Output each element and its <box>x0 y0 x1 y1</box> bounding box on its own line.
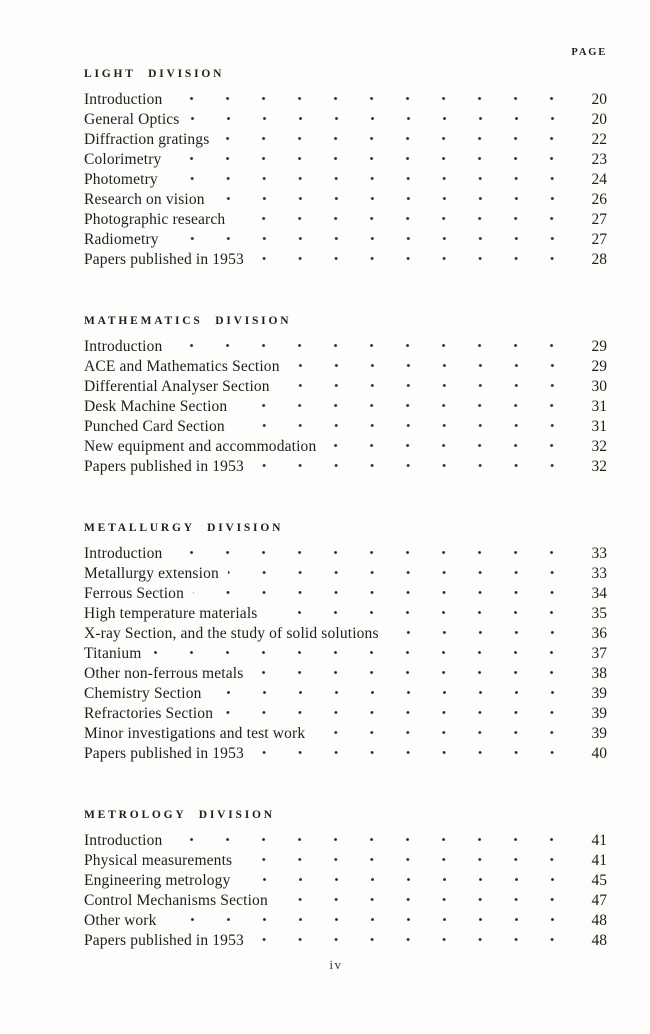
toc-entry-page-number: 36 <box>591 625 607 642</box>
toc-entry-page-number: 20 <box>591 91 607 108</box>
dot-leader <box>189 110 578 130</box>
toc-row <box>84 437 607 457</box>
toc-entry-label: Radiometry <box>84 231 159 248</box>
dot-leader <box>266 604 577 624</box>
toc-row <box>84 417 607 437</box>
toc-entry-page-number: 29 <box>591 358 607 375</box>
dot-leader <box>167 170 577 190</box>
toc-entry-label: Refractories Section <box>84 705 214 722</box>
toc-entry-page-number: 33 <box>591 565 607 582</box>
toc-entry-page-number: 34 <box>591 585 607 602</box>
toc-row <box>84 357 607 377</box>
dot-leader <box>234 210 577 230</box>
toc-section <box>84 809 607 951</box>
toc-entry-label: Papers published in 1953 <box>84 745 244 762</box>
toc-entry-page-number: 45 <box>591 872 607 889</box>
toc-entry-label: High temperature materials <box>84 605 258 622</box>
section-title: METALLURGY DIVISION <box>84 522 284 534</box>
toc-row <box>84 891 607 911</box>
toc-entry-label: X-ray Section, and the study of solid solutions <box>84 625 379 642</box>
toc-entry-page-number: 39 <box>591 685 607 702</box>
toc-entry-label: Other work <box>84 912 157 929</box>
toc-entry-page-number: 30 <box>591 378 607 395</box>
toc-entry-page-number: 48 <box>591 932 607 949</box>
toc-row <box>84 210 607 230</box>
toc-entry-page-number: 41 <box>591 832 607 849</box>
folio-page-number: iv <box>329 957 343 972</box>
dot-leader <box>241 851 577 871</box>
toc-entry-label: Minor investigations and test work <box>84 725 306 742</box>
toc-entry-page-number: 27 <box>591 211 607 228</box>
toc-entry-label: Chemistry Section <box>84 685 202 702</box>
section-entries <box>84 337 607 477</box>
toc-entry-page-number: 38 <box>591 665 607 682</box>
toc-entry-label: Papers published in 1953 <box>84 932 244 949</box>
dot-leader <box>388 624 577 644</box>
toc-entry-page-number: 31 <box>591 418 607 435</box>
toc-entry-label: General Optics <box>84 111 180 128</box>
toc-entry-label: Papers published in 1953 <box>84 458 244 475</box>
dot-leader <box>214 190 577 210</box>
toc-section <box>84 522 607 764</box>
section-entries <box>84 90 607 270</box>
toc-row <box>84 190 607 210</box>
toc-row <box>84 337 607 357</box>
toc-row <box>84 230 607 250</box>
toc-entry-label: Titanium <box>84 645 142 662</box>
page-column-header: PAGE <box>571 47 607 58</box>
toc-entry-label: ACE and Mathematics Section <box>84 358 280 375</box>
toc-entry-page-number: 27 <box>591 231 607 248</box>
toc-entry-page-number: 28 <box>591 251 607 268</box>
toc-row <box>84 130 607 150</box>
toc-entry-page-number: 41 <box>591 852 607 869</box>
toc-entry-page-number: 37 <box>591 645 607 662</box>
dot-leader <box>253 250 577 270</box>
toc-row <box>84 397 607 417</box>
toc-entry-page-number: 35 <box>591 605 607 622</box>
toc-entry-label: Photometry <box>84 171 158 188</box>
toc-entry-page-number: 39 <box>591 705 607 722</box>
dot-leader <box>289 357 577 377</box>
dot-leader <box>279 377 577 397</box>
toc-entry-label: Punched Card Section <box>84 418 225 435</box>
dot-leader <box>211 684 578 704</box>
toc-row <box>84 911 607 931</box>
toc-row <box>84 377 607 397</box>
section-title: MATHEMATICS DIVISION <box>84 315 292 327</box>
toc-row <box>84 644 607 664</box>
section-title: LIGHT DIVISION <box>84 68 225 80</box>
toc-row <box>84 250 607 270</box>
toc-row <box>84 110 607 130</box>
toc-row <box>84 871 607 891</box>
toc-row <box>84 724 607 744</box>
toc-entry-label: Photographic research <box>84 211 226 228</box>
toc-entry-page-number: 24 <box>591 171 607 188</box>
toc-entry-page-number: 47 <box>591 892 607 909</box>
toc-entry-label: Desk Machine Section <box>84 398 228 415</box>
dot-leader <box>252 664 577 684</box>
dot-leader <box>234 417 577 437</box>
dot-leader <box>168 230 577 250</box>
toc-entry-page-number: 26 <box>591 191 607 208</box>
toc-entry-label: New equipment and accommodation <box>84 438 317 455</box>
toc-row <box>84 584 607 604</box>
toc-row <box>84 831 607 851</box>
toc-row <box>84 457 607 477</box>
dot-leader <box>171 90 577 110</box>
toc-row <box>84 744 607 764</box>
toc-row <box>84 704 607 724</box>
toc-row <box>84 931 607 951</box>
section-title: METROLOGY DIVISION <box>84 809 275 821</box>
toc-row <box>84 851 607 871</box>
table-of-contents <box>84 68 607 951</box>
toc-entry-label: Engineering metrology <box>84 872 231 889</box>
toc-entry-label: Differential Analyser Section <box>84 378 270 395</box>
toc-entry-page-number: 29 <box>591 338 607 355</box>
toc-entry-page-number: 22 <box>591 131 607 148</box>
dot-leader <box>171 337 577 357</box>
toc-entry-page-number: 40 <box>591 745 607 762</box>
dot-leader <box>325 437 577 457</box>
dot-leader <box>171 544 577 564</box>
dot-leader <box>253 457 577 477</box>
dot-leader <box>171 831 577 851</box>
toc-entry-label: Metallurgy extension <box>84 565 219 582</box>
toc-entry-label: Introduction <box>84 832 163 849</box>
dot-leader <box>277 891 577 911</box>
toc-entry-page-number: 32 <box>591 458 607 475</box>
section-entries <box>84 831 607 951</box>
toc-entry-page-number: 31 <box>591 398 607 415</box>
toc-row <box>84 664 607 684</box>
toc-entry-label: Other non-ferrous metals <box>84 665 244 682</box>
toc-row <box>84 564 607 584</box>
toc-entry-page-number: 39 <box>591 725 607 742</box>
dot-leader <box>228 564 577 584</box>
toc-entry-page-number: 32 <box>591 438 607 455</box>
toc-entry-label: Ferrous Section <box>84 585 184 602</box>
dot-leader <box>218 130 577 150</box>
toc-entry-page-number: 20 <box>591 111 607 128</box>
toc-row <box>84 170 607 190</box>
dot-leader <box>253 744 577 764</box>
dot-leader <box>193 584 577 604</box>
toc-entry-label: Research on vision <box>84 191 205 208</box>
toc-row <box>84 150 607 170</box>
toc-section <box>84 315 607 477</box>
dot-leader <box>236 397 577 417</box>
toc-entry-label: Colorimetry <box>84 151 162 168</box>
dot-leader <box>314 724 577 744</box>
section-entries <box>84 544 607 764</box>
toc-entry-page-number: 33 <box>591 545 607 562</box>
toc-entry-label: Control Mechanisms Section <box>84 892 268 909</box>
toc-row <box>84 604 607 624</box>
toc-entry-page-number: 48 <box>591 912 607 929</box>
dot-leader <box>150 644 577 664</box>
toc-entry-page-number: 23 <box>591 151 607 168</box>
dot-leader <box>253 931 577 951</box>
toc-row <box>84 90 607 110</box>
toc-entry-label: Papers published in 1953 <box>84 251 244 268</box>
toc-row <box>84 624 607 644</box>
dot-leader <box>240 871 578 891</box>
toc-section <box>84 68 607 270</box>
dot-leader <box>222 704 577 724</box>
toc-row <box>84 684 607 704</box>
toc-entry-label: Introduction <box>84 338 163 355</box>
dot-leader <box>166 911 577 931</box>
toc-entry-label: Diffraction gratings <box>84 131 210 148</box>
toc-row <box>84 544 607 564</box>
dot-leader <box>170 150 577 170</box>
toc-entry-label: Physical measurements <box>84 852 233 869</box>
toc-entry-label: Introduction <box>84 545 163 562</box>
toc-entry-label: Introduction <box>84 91 163 108</box>
